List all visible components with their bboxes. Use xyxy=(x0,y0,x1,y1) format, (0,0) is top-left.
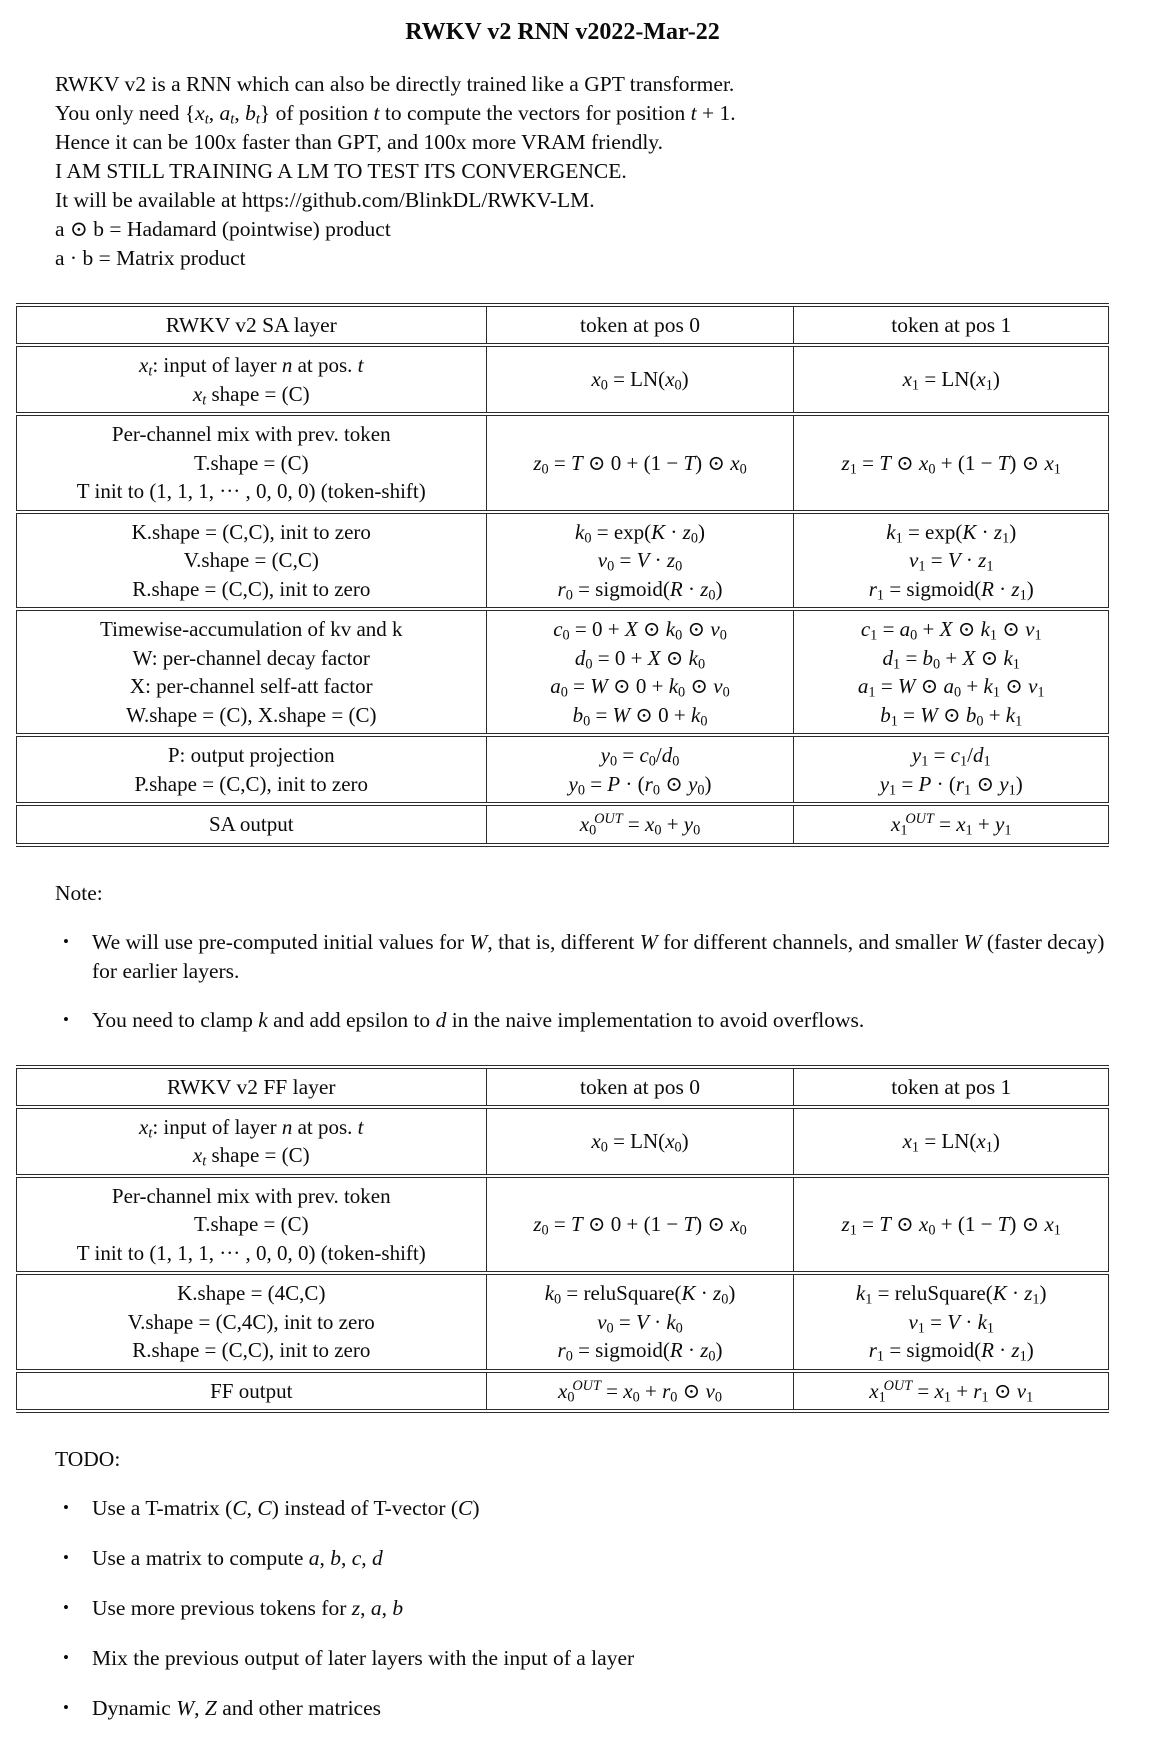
bullet-item xyxy=(55,928,1130,986)
equation-line: $k_0 = \exp(K \cdot z_0)$ xyxy=(575,519,705,547)
table-row xyxy=(17,1176,1109,1274)
row-label-cell xyxy=(17,1107,487,1176)
row-label-cell xyxy=(17,804,487,845)
bullet-text: Use more previous tokens for z, a, b xyxy=(92,1596,404,1620)
label-line: Per-channel mix with prev. token xyxy=(111,422,391,446)
todo-heading: TODO: xyxy=(55,1447,121,1471)
intro-line: You only need {$x_t$, $a_t$, $b_t$} of position t to compute the vectors for position t + 1. xyxy=(55,101,736,128)
table-row xyxy=(17,1273,1109,1371)
equation-line: $x_1^{OUT} = x_1 + y_1$ xyxy=(890,811,1012,839)
row-label-cell xyxy=(17,1273,487,1371)
label-line: R.shape = (C,C), init to zero xyxy=(132,1338,371,1362)
table-row xyxy=(17,609,1109,735)
column-header: token at pos 1 xyxy=(794,1067,1109,1107)
label-line: $x_t$: input of layer n at pos. t xyxy=(139,353,364,380)
equation-line: $r_1$ = sigmoid(R · $z_1$) xyxy=(868,1338,1034,1365)
equation-line: $z_0 = T$ ⊙ 0 + (1 − T) ⊙ $x_0$ xyxy=(533,1212,747,1239)
equation-cell xyxy=(794,735,1109,804)
row-label-cell xyxy=(17,735,487,804)
equation-line: $v_0 = V \cdot k_0$ xyxy=(597,1309,683,1337)
label-line: P: output projection xyxy=(167,743,335,767)
table-row xyxy=(17,1107,1109,1176)
equation-line: $k_1 = \exp(K \cdot z_1)$ xyxy=(886,519,1017,547)
equation-line: $z_0 = T$ ⊙ 0 + (1 − T) ⊙ $x_0$ xyxy=(533,450,747,478)
column-header: token at pos 0 xyxy=(486,305,794,345)
bullet-text: Dynamic W, Z and other matrices xyxy=(92,1696,381,1720)
bullet-text: Use a matrix to compute a, b, c, d xyxy=(92,1546,383,1570)
label-line: $x_t$ shape = (C) xyxy=(192,1143,310,1170)
equation-line: $r_0$ = sigmoid(R · $z_0$) xyxy=(557,576,723,604)
intro-line: Hence it can be 100x faster than GPT, and 100x more VRAM friendly. xyxy=(55,130,664,154)
table-row xyxy=(17,414,1109,512)
equation-cell xyxy=(794,1371,1109,1412)
equation-line: $d_0 = 0 + X$ ⊙ $k_0$ xyxy=(574,645,706,673)
table-header-row xyxy=(17,1067,1109,1107)
table-row xyxy=(17,512,1109,610)
todo-section xyxy=(0,1445,1170,1723)
bullet-text: Mix the previous output of later layers with the input of a layer xyxy=(92,1646,635,1670)
equation-cell xyxy=(486,1176,794,1274)
equation-cell xyxy=(486,1371,794,1412)
row-label-cell xyxy=(17,1371,487,1412)
label-line: V.shape = (C,4C), init to zero xyxy=(127,1309,375,1334)
bullet-icon: • xyxy=(63,1548,69,1567)
row-label-cell xyxy=(17,609,487,735)
equation-cell xyxy=(794,414,1109,512)
equation-line: $x_0 = LN(x_0)$ xyxy=(591,367,689,394)
equation-line: $x_0 = LN(x_0)$ xyxy=(591,1128,689,1156)
label-line: T init to (1, 1, 1, ··· , 0, 0, 0) (token-shift) xyxy=(76,1240,426,1265)
note-section xyxy=(0,879,1170,1035)
bullet-icon: • xyxy=(63,1598,69,1617)
todo-bullet-list xyxy=(55,1494,1130,1723)
intro-line: a ⊙ b = Hadamard (pointwise) product xyxy=(55,217,391,241)
label-line: T init to (1, 1, 1, ··· , 0, 0, 0) (token-shift) xyxy=(76,479,426,503)
equation-cell xyxy=(794,512,1109,610)
label-line: $x_t$ shape = (C) xyxy=(192,381,310,409)
bullet-text: You need to clamp k and add epsilon to d in the naive implementation to avoid overflows. xyxy=(92,1007,865,1032)
equation-cell xyxy=(486,414,794,512)
bullet-icon: • xyxy=(63,931,69,951)
bullet-item xyxy=(55,1644,1130,1673)
equation-line: $k_0$ = reluSquare(K · $z_0$) xyxy=(544,1281,736,1308)
label-line: W: per-channel decay factor xyxy=(132,645,370,670)
equation-line: $b_1 = W$ ⊙ $b_0 + k_1$ xyxy=(880,702,1023,730)
equation-cell xyxy=(486,512,794,610)
label-line: X: per-channel self-att factor xyxy=(129,674,373,698)
equation-line: $a_1 = W$ ⊙ $a_0 + k_1$ ⊙ $v_1$ xyxy=(857,674,1045,701)
bullet-icon: • xyxy=(63,1698,69,1717)
label-line: T.shape = (C) xyxy=(193,1212,309,1236)
equation-cell xyxy=(794,804,1109,845)
intro-line repo-url-line: It will be available at https://github.com/BlinkDL/RWKV-LM. xyxy=(55,188,595,212)
note-heading: Note: xyxy=(55,880,103,905)
equation-line: $x_1 = LN(x_1)$ xyxy=(902,1128,1000,1156)
equation-cell xyxy=(794,1107,1109,1176)
equation-line: $r_1$ = sigmoid(R · $z_1$) xyxy=(868,576,1034,604)
equation-line: $c_0 = 0 + X$ ⊙ $k_0$ ⊙ $v_0$ xyxy=(553,617,727,644)
equation-cell xyxy=(486,1107,794,1176)
label-line: SA output xyxy=(208,812,294,836)
bullet-item xyxy=(55,1006,1130,1035)
bullet-item xyxy=(55,1544,1130,1573)
equation-cell xyxy=(486,609,794,735)
table-row xyxy=(17,735,1109,804)
label-line: FF output xyxy=(210,1378,293,1403)
note-bullet-list xyxy=(55,928,1130,1035)
bullet-item xyxy=(55,1594,1130,1623)
ff-layer-table xyxy=(16,1065,1109,1414)
equation-line: $k_1$ = reluSquare(K · $z_1$) xyxy=(855,1281,1047,1308)
row-label-cell xyxy=(17,345,487,414)
equation-cell xyxy=(486,1273,794,1371)
equation-line: $y_0 = c_0/d_0$ xyxy=(600,743,680,770)
intro-paragraph xyxy=(55,70,1170,273)
table-row xyxy=(17,345,1109,414)
row-label-cell xyxy=(17,414,487,512)
label-line: K.shape = (C,C), init to zero xyxy=(131,519,371,544)
equation-line: $y_1 = P \cdot (r_1$ ⊙ $y_1$) xyxy=(879,771,1023,799)
table-row xyxy=(17,804,1109,845)
equation-line: $b_0 = W$ ⊙ $0 + k_0$ xyxy=(572,702,708,730)
equation-line: $y_0 = P \cdot (r_0$ ⊙ $y_0$) xyxy=(568,771,712,799)
intro-line: a · b = Matrix product xyxy=(55,246,246,270)
equation-line: $x_0^{OUT} = x_0 + y_0$ xyxy=(579,811,701,839)
bullet-icon: • xyxy=(63,1648,69,1667)
equation-line: $a_0 = W$ ⊙ $0 + k_0$ ⊙ $v_0$ xyxy=(550,674,730,701)
intro-line: I AM STILL TRAINING A LM TO TEST ITS CONVERGENCE. xyxy=(55,159,627,183)
column-header: RWKV v2 FF layer xyxy=(17,1067,487,1107)
equation-line: $v_1 = V \cdot k_1$ xyxy=(908,1309,995,1337)
sa-layer-table xyxy=(16,303,1109,847)
label-line: R.shape = (C,C), init to zero xyxy=(132,576,371,601)
bullet-item xyxy=(55,1494,1130,1523)
label-line: T.shape = (C) xyxy=(193,450,309,475)
equation-line: $r_0$ = sigmoid(R · $z_0$) xyxy=(557,1338,723,1365)
table-row xyxy=(17,1371,1109,1412)
equation-cell xyxy=(794,609,1109,735)
equation-line: $x_0^{OUT} = x_0 + r_0$ ⊙ $v_0$ xyxy=(558,1377,722,1406)
label-line: W.shape = (C), X.shape = (C) xyxy=(126,702,377,727)
equation-line: $x_1 = LN(x_1)$ xyxy=(902,367,1000,394)
equation-cell xyxy=(486,345,794,414)
equation-line: $z_1 = T$ ⊙ $x_0 + (1 - T)$ ⊙ $x_1$ xyxy=(841,450,1061,478)
equation-cell xyxy=(486,735,794,804)
row-label-cell xyxy=(17,1176,487,1274)
equation-line: $d_1 = b_0 + X$ ⊙ $k_1$ xyxy=(882,645,1020,673)
label-line: Per-channel mix with prev. token xyxy=(111,1183,391,1208)
equation-cell xyxy=(794,1176,1109,1274)
label-line: V.shape = (C,C) xyxy=(183,548,319,572)
bullet-icon: • xyxy=(63,1498,69,1517)
equation-line: $c_1 = a_0 + X$ ⊙ $k_1$ ⊙ $v_1$ xyxy=(860,617,1042,644)
equation-cell xyxy=(794,345,1109,414)
column-header: RWKV v2 SA layer xyxy=(17,305,487,345)
equation-line: $v_1 = V \cdot z_1$ xyxy=(909,548,994,575)
bullet-item xyxy=(55,1694,1130,1723)
intro-line: RWKV v2 is a RNN which can also be directly trained like a GPT transformer. xyxy=(55,72,735,96)
row-label-cell xyxy=(17,512,487,610)
label-line: P.shape = (C,C), init to zero xyxy=(134,771,369,796)
column-header: token at pos 0 xyxy=(486,1067,794,1107)
bullet-text: We will use pre-computed initial values for W, that is, different W for different channels, and smaller W (faster decay) for earlier layers. xyxy=(92,929,1105,983)
label-line: Timewise-accumulation of kv and k xyxy=(100,617,403,641)
bullet-icon: • xyxy=(63,1009,69,1029)
column-header: token at pos 1 xyxy=(794,305,1109,345)
equation-cell xyxy=(486,804,794,845)
equation-cell xyxy=(794,1273,1109,1371)
equation-line: $x_1^{OUT} = x_1 + r_1$ ⊙ $v_1$ xyxy=(869,1377,1034,1406)
document-title: RWKV v2 RNN v2022-Mar-22 xyxy=(405,19,720,45)
bullet-text: Use a T-matrix (C, C) instead of T-vector (C) xyxy=(92,1496,480,1520)
equation-line: $v_0 = V \cdot z_0$ xyxy=(597,548,683,575)
label-line: K.shape = (4C,C) xyxy=(177,1281,326,1305)
table-header-row xyxy=(17,305,1109,345)
label-line: $x_t$: input of layer n at pos. t xyxy=(139,1114,364,1142)
equation-line: $y_1 = c_1/d_1$ xyxy=(911,743,991,770)
equation-line: $z_1 = T$ ⊙ $x_0 + (1 - T)$ ⊙ $x_1$ xyxy=(841,1212,1061,1239)
